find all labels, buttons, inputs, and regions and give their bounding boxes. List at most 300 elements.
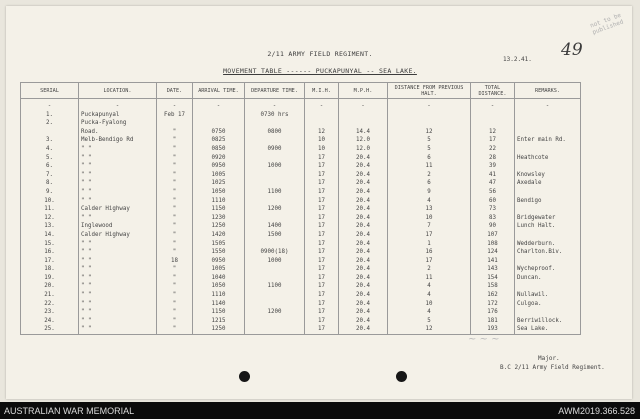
table-cell: 1110	[193, 197, 245, 206]
table-cell: "	[157, 231, 193, 240]
signature-block	[500, 354, 605, 372]
table-cell: 162	[471, 291, 515, 300]
table-cell: 17	[305, 205, 339, 214]
footer-accession: AWM2019.366.528	[558, 406, 635, 416]
page-number: 49	[561, 40, 583, 60]
table-cell	[245, 317, 305, 326]
table-cell: 1005	[193, 265, 245, 274]
table-cell	[245, 154, 305, 163]
table-cell: 17	[471, 136, 515, 145]
table-cell: 1005	[193, 171, 245, 180]
table-cell	[388, 119, 471, 128]
table-cell: 20.4	[339, 188, 388, 197]
table-cell: 1100	[245, 188, 305, 197]
table-cell: 17	[305, 240, 339, 249]
table-cell: 10.	[21, 197, 79, 206]
table-cell: "	[157, 136, 193, 145]
table-cell: 2	[388, 171, 471, 180]
table-cell: 108	[471, 240, 515, 249]
table-cell: 1250	[193, 325, 245, 334]
column-header: LOCATION.	[79, 83, 157, 99]
table-cell: "	[157, 205, 193, 214]
table-cell: 1000	[245, 257, 305, 266]
table-cell: " "	[79, 214, 157, 223]
table-cell	[471, 119, 515, 128]
table-cell: 17	[305, 274, 339, 283]
table-cell: 17	[388, 231, 471, 240]
signature-rank: Major.	[538, 355, 560, 362]
table-row	[21, 136, 581, 145]
table-cell: " "	[79, 257, 157, 266]
table-cell: 158	[471, 282, 515, 291]
table-row	[21, 291, 581, 300]
table-cell: 6	[388, 154, 471, 163]
table-cell	[245, 197, 305, 206]
table-cell: 13.	[21, 222, 79, 231]
table-cell: 1050	[193, 188, 245, 197]
table-cell: -	[471, 99, 515, 111]
table-cell: 17	[305, 291, 339, 300]
column-header: SERIAL	[21, 83, 79, 99]
table-cell: 22.	[21, 300, 79, 309]
table-cell: 10	[388, 300, 471, 309]
table-row	[21, 265, 581, 274]
table-row	[21, 119, 581, 128]
column-header: DATE.	[157, 83, 193, 99]
table-cell: "	[157, 154, 193, 163]
table-cell	[471, 111, 515, 120]
table-cell: 4	[388, 291, 471, 300]
table-cell: 20.4	[339, 291, 388, 300]
table-cell: 22	[471, 145, 515, 154]
column-header: DISTANCE FROM PREVIOUS HALT.	[388, 83, 471, 99]
table-cell: 20.4	[339, 240, 388, 249]
table-cell: 176	[471, 308, 515, 317]
table-cell	[245, 291, 305, 300]
table-cell: 1110	[193, 291, 245, 300]
table-cell: Lunch Halt.	[515, 222, 581, 231]
table-cell: 1230	[193, 214, 245, 223]
table-cell	[245, 300, 305, 309]
table-cell: 11.	[21, 205, 79, 214]
table-cell: 17.	[21, 257, 79, 266]
table-cell: 0730 hrs	[245, 111, 305, 120]
table-cell: 1000	[245, 162, 305, 171]
table-cell: " "	[79, 317, 157, 326]
table-cell: " "	[79, 197, 157, 206]
table-cell: Melb-Bendigo Rd	[79, 136, 157, 145]
table-cell: 5.	[21, 154, 79, 163]
table-cell: 39	[471, 162, 515, 171]
table-cell: 1550	[193, 248, 245, 257]
table-cell: " "	[79, 291, 157, 300]
table-cell: 20.4	[339, 179, 388, 188]
table-cell: " "	[79, 248, 157, 257]
table-cell: "	[157, 317, 193, 326]
table-cell: Nullawil.	[515, 291, 581, 300]
table-cell: 90	[471, 222, 515, 231]
table-cell: 5	[388, 317, 471, 326]
table-cell	[245, 265, 305, 274]
table-cell	[193, 119, 245, 128]
table-cell	[515, 119, 581, 128]
table-cell	[21, 128, 79, 137]
table-cell: 24.	[21, 317, 79, 326]
column-header: TOTAL DISTANCE.	[471, 83, 515, 99]
table-cell: 2.	[21, 119, 79, 128]
table-row	[21, 154, 581, 163]
table-cell	[245, 240, 305, 249]
table-cell: " "	[79, 325, 157, 334]
table-cell: -	[305, 99, 339, 111]
table-cell: 1100	[245, 282, 305, 291]
table-cell: 12	[388, 325, 471, 334]
table-cell: 11	[388, 162, 471, 171]
table-cell: 20.4	[339, 162, 388, 171]
table-row	[21, 308, 581, 317]
table-cell	[245, 171, 305, 180]
table-cell: 9	[388, 188, 471, 197]
table-cell: 20.4	[339, 171, 388, 180]
table-cell: 16	[388, 248, 471, 257]
table-cell: 25.	[21, 325, 79, 334]
table-cell: -	[515, 99, 581, 111]
table-cell: 17	[305, 231, 339, 240]
table-row	[21, 282, 581, 291]
table-cell: 73	[471, 205, 515, 214]
footer-institution: AUSTRALIAN WAR MEMORIAL	[4, 406, 135, 416]
table-cell: 15.	[21, 240, 79, 249]
table-cell: 17	[305, 265, 339, 274]
column-header: M.P.H.	[339, 83, 388, 99]
table-cell: 0950	[193, 162, 245, 171]
table-cell: 41	[471, 171, 515, 180]
table-cell	[245, 214, 305, 223]
punch-hole	[396, 371, 407, 382]
table-cell: 23.	[21, 308, 79, 317]
table-cell: 1	[388, 240, 471, 249]
table-cell: 7	[388, 222, 471, 231]
table-cell: 20.4	[339, 274, 388, 283]
table-row	[21, 274, 581, 283]
table-cell: 20.4	[339, 317, 388, 326]
table-cell: 20.4	[339, 282, 388, 291]
table-cell: 1150	[193, 308, 245, 317]
table-cell: 0920	[193, 154, 245, 163]
table-cell: 107	[471, 231, 515, 240]
table-cell	[339, 111, 388, 120]
table-cell	[515, 205, 581, 214]
footer-bar	[0, 402, 640, 419]
table-cell: "	[157, 308, 193, 317]
table-cell	[515, 145, 581, 154]
table-cell: 14.	[21, 231, 79, 240]
table-cell: "	[157, 291, 193, 300]
table-cell: 18	[157, 257, 193, 266]
table-cell	[515, 111, 581, 120]
table-cell	[515, 162, 581, 171]
table-cell: 28	[471, 154, 515, 163]
table-cell: 0825	[193, 136, 245, 145]
table-cell: 17	[305, 179, 339, 188]
table-cell: 1150	[193, 205, 245, 214]
table-heading-text: MOVEMENT TABLE ------ PUCKAPUNYAL -- SEA LAKE.	[223, 67, 417, 75]
table-cell: 3.	[21, 136, 79, 145]
table-cell: "	[157, 325, 193, 334]
movement-table	[20, 82, 581, 335]
table-cell: " "	[79, 154, 157, 163]
table-cell: "	[157, 222, 193, 231]
table-cell: 12.0	[339, 145, 388, 154]
table-cell: 20.4	[339, 325, 388, 334]
table-cell: 4	[388, 308, 471, 317]
table-cell: "	[157, 162, 193, 171]
table-cell: " "	[79, 179, 157, 188]
table-cell: 17	[305, 214, 339, 223]
table-cell: 18.	[21, 265, 79, 274]
table-cell	[515, 257, 581, 266]
table-cell: 17	[305, 317, 339, 326]
pencil-marks: ~ ~ ~	[468, 334, 500, 345]
table-cell: 181	[471, 317, 515, 326]
table-cell: "	[157, 171, 193, 180]
table-cell: 20.4	[339, 257, 388, 266]
table-cell: 10	[388, 214, 471, 223]
table-cell: "	[157, 188, 193, 197]
table-cell: 17	[305, 257, 339, 266]
column-header: DEPARTURE TIME.	[245, 83, 305, 99]
table-cell: Wedderburn.	[515, 240, 581, 249]
column-header: ARRIVAL TIME.	[193, 83, 245, 99]
table-cell	[305, 119, 339, 128]
table-cell: "	[157, 128, 193, 137]
table-cell: 1200	[245, 308, 305, 317]
table-cell: -	[245, 99, 305, 111]
table-cell: 20.4	[339, 308, 388, 317]
table-row	[21, 145, 581, 154]
table-cell: 1025	[193, 179, 245, 188]
table-cell	[515, 188, 581, 197]
table-cell: "	[157, 282, 193, 291]
table-cell: Knowsley	[515, 171, 581, 180]
table-cell: -	[388, 99, 471, 111]
table-cell: Sea Lake.	[515, 325, 581, 334]
table-cell	[515, 231, 581, 240]
table-row	[21, 111, 581, 120]
table-cell	[515, 308, 581, 317]
table-cell: -	[193, 99, 245, 111]
document-title: 2/11 ARMY FIELD REGIMENT.	[267, 50, 373, 58]
table-cell: 17	[305, 197, 339, 206]
table-cell: 17	[305, 308, 339, 317]
table-cell: " "	[79, 171, 157, 180]
table-header-row	[21, 83, 581, 99]
table-cell: 17	[388, 257, 471, 266]
table-cell	[245, 179, 305, 188]
table-cell: 17	[305, 282, 339, 291]
table-cell: 17	[305, 300, 339, 309]
table-cell: Road.	[79, 128, 157, 137]
table-cell: 4	[388, 197, 471, 206]
table-cell: 17	[305, 154, 339, 163]
table-cell: 0800	[245, 128, 305, 137]
table-cell: 0750	[193, 128, 245, 137]
table-cell: 17	[305, 222, 339, 231]
table-cell: 4	[388, 282, 471, 291]
table-cell: 60	[471, 197, 515, 206]
table-cell: -	[339, 99, 388, 111]
table-cell: 12	[305, 128, 339, 137]
table-cell: 141	[471, 257, 515, 266]
table-cell: 20.4	[339, 214, 388, 223]
table-cell: 1420	[193, 231, 245, 240]
table-cell: Feb 17	[157, 111, 193, 120]
table-cell: " "	[79, 274, 157, 283]
table-cell: " "	[79, 162, 157, 171]
table-cell: 1500	[245, 231, 305, 240]
table-row	[21, 231, 581, 240]
table-cell: "	[157, 214, 193, 223]
table-row	[21, 162, 581, 171]
table-cell	[339, 119, 388, 128]
table-cell: " "	[79, 240, 157, 249]
table-cell: 154	[471, 274, 515, 283]
table-cell: 2	[388, 265, 471, 274]
table-cell: 0850	[193, 145, 245, 154]
table-cell: 5	[388, 136, 471, 145]
table-cell: 1140	[193, 300, 245, 309]
table-cell: 6	[388, 179, 471, 188]
table-cell: 1505	[193, 240, 245, 249]
table-cell: " "	[79, 282, 157, 291]
table-cell: Calder Highway	[79, 205, 157, 214]
table-cell: 20.4	[339, 197, 388, 206]
table-cell: 12	[471, 128, 515, 137]
table-cell: "	[157, 145, 193, 154]
table-cell: -	[79, 99, 157, 111]
table-cell	[388, 111, 471, 120]
table-cell: 1.	[21, 111, 79, 120]
table-cell: 0900	[245, 145, 305, 154]
table-cell: 17	[305, 248, 339, 257]
table-cell: 47	[471, 179, 515, 188]
table-cell: Culgoa.	[515, 300, 581, 309]
table-cell: 20.4	[339, 205, 388, 214]
table-row	[21, 188, 581, 197]
table-cell: 143	[471, 265, 515, 274]
table-cell: 17	[305, 171, 339, 180]
table-cell: 20.4	[339, 248, 388, 257]
table-cell: 56	[471, 188, 515, 197]
table-cell: 17	[305, 325, 339, 334]
punch-hole	[239, 371, 250, 382]
table-cell	[157, 119, 193, 128]
table-cell: 7.	[21, 171, 79, 180]
table-cell: Axedale	[515, 179, 581, 188]
table-cell: Duncan.	[515, 274, 581, 283]
table-row	[21, 99, 581, 111]
column-header: M.I.H.	[305, 83, 339, 99]
table-cell: "	[157, 197, 193, 206]
table-cell: 83	[471, 214, 515, 223]
table-row	[21, 222, 581, 231]
table-cell	[245, 274, 305, 283]
signature-unit: B.C 2/11 Army Field Regiment.	[500, 364, 605, 371]
table-cell: 4.	[21, 145, 79, 154]
table-cell: 12.	[21, 214, 79, 223]
table-cell	[245, 325, 305, 334]
table-cell	[193, 111, 245, 120]
table-cell: 5	[388, 145, 471, 154]
table-cell: 20.4	[339, 265, 388, 274]
table-cell: "	[157, 300, 193, 309]
table-cell: 8.	[21, 179, 79, 188]
table-cell: Enter main Rd.	[515, 136, 581, 145]
table-row	[21, 128, 581, 137]
table-cell: 20.	[21, 282, 79, 291]
table-row	[21, 214, 581, 223]
table-row	[21, 248, 581, 257]
table-row	[21, 300, 581, 309]
table-cell: Heathcote	[515, 154, 581, 163]
table-cell: 14.4	[339, 128, 388, 137]
column-header: REMARKS.	[515, 83, 581, 99]
table-cell: 172	[471, 300, 515, 309]
table-cell	[515, 282, 581, 291]
table-cell: Calder Highway	[79, 231, 157, 240]
table-cell	[305, 111, 339, 120]
table-cell: 12	[388, 128, 471, 137]
table-cell: 19.	[21, 274, 79, 283]
document-date: 13.2.41.	[503, 56, 532, 63]
table-cell: 20.4	[339, 300, 388, 309]
table-cell: 17	[305, 188, 339, 197]
table-cell: 1050	[193, 282, 245, 291]
table-cell: 21.	[21, 291, 79, 300]
table-cell: Bridgewater	[515, 214, 581, 223]
table-cell: 9.	[21, 188, 79, 197]
table-cell: "	[157, 248, 193, 257]
table-cell: " "	[79, 265, 157, 274]
table-cell: 10	[305, 145, 339, 154]
table-cell: 1400	[245, 222, 305, 231]
table-cell: "	[157, 179, 193, 188]
table-cell: 1215	[193, 317, 245, 326]
table-cell: Inglewood	[79, 222, 157, 231]
table-cell: " "	[79, 145, 157, 154]
table-cell: 10	[305, 136, 339, 145]
table-cell: "	[157, 274, 193, 283]
table-cell: Wycheproof.	[515, 265, 581, 274]
table-cell: 193	[471, 325, 515, 334]
table-row	[21, 205, 581, 214]
table-cell: Bendigo	[515, 197, 581, 206]
table-row	[21, 171, 581, 180]
table-cell: "	[157, 240, 193, 249]
table-cell: 20.4	[339, 222, 388, 231]
table-cell: 0950	[193, 257, 245, 266]
table-row	[21, 240, 581, 249]
table-cell: Charlton.Biv.	[515, 248, 581, 257]
table-cell: 12.0	[339, 136, 388, 145]
table-cell	[515, 128, 581, 137]
table-cell: " "	[79, 308, 157, 317]
table-row	[21, 179, 581, 188]
table-cell: " "	[79, 300, 157, 309]
table-cell: 13	[388, 205, 471, 214]
table-cell: 11	[388, 274, 471, 283]
table-cell: Pucka-Fyalong	[79, 119, 157, 128]
